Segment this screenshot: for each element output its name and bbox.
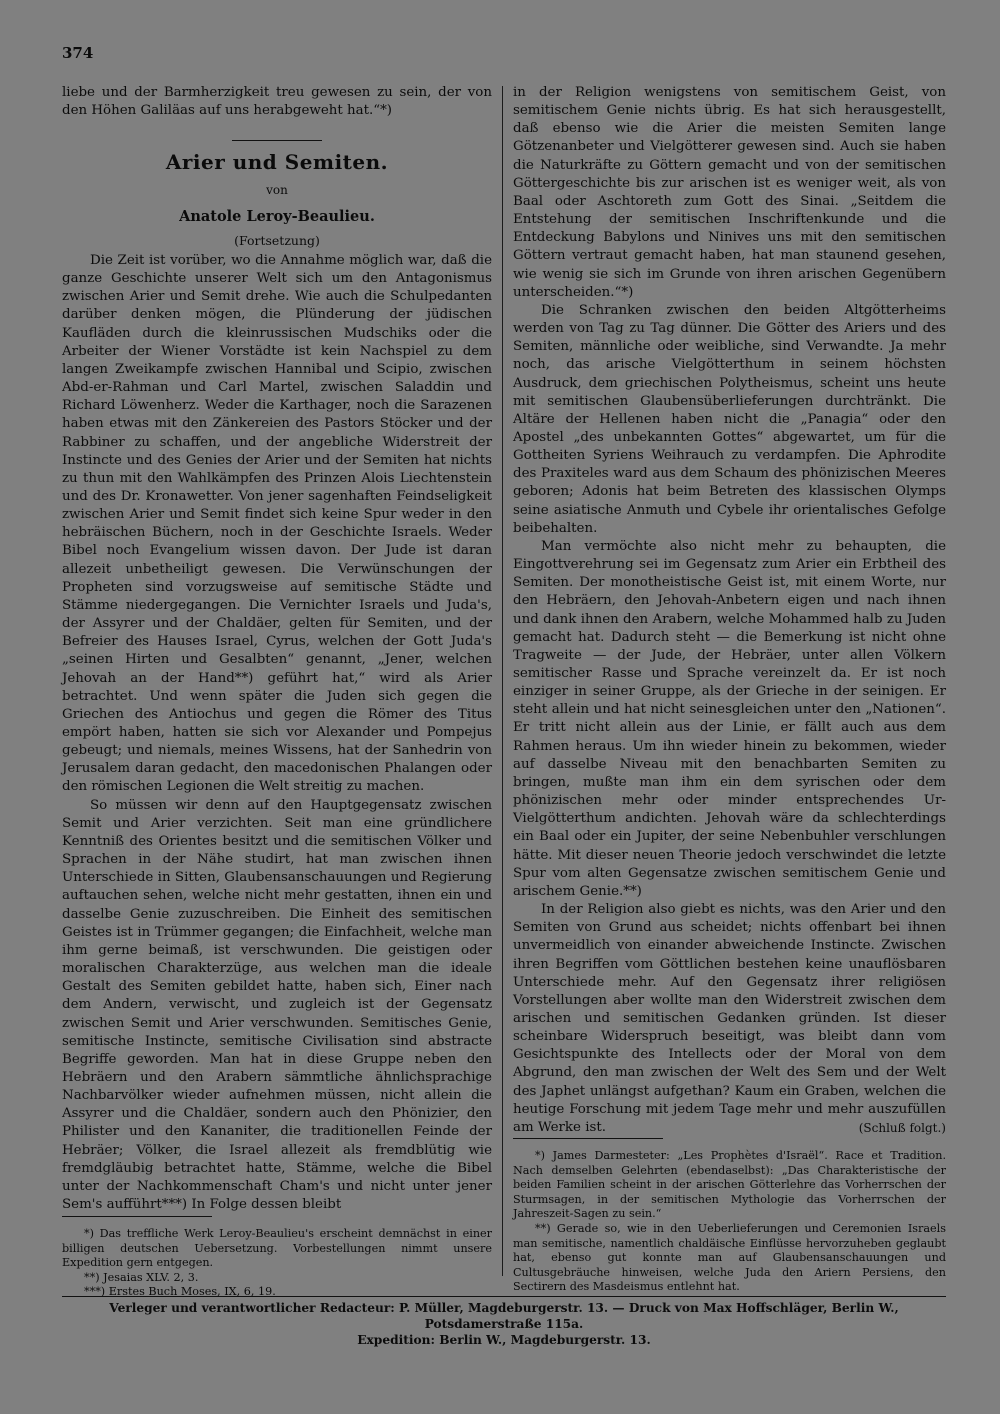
title-divider [232, 140, 322, 141]
article-title: Arier und Semiten. [165, 150, 389, 175]
paragraph: Man vermöchte also nicht mehr zu behaupten, die Eingottverehrung sei im Gegensatz zum Arier ein Erbtheil des Semiten. Der monotheistische Geist ist, mit einem Worte, nur den Hebräern, den Jehovah-Anbetern eigen und nach ihnen und dank ihnen den Arabern, welche Mohammed halb zu Juden gemacht hat. Dadurch steht — die Bemerkung ist nicht ohne Tragweite — der Jude, der Hebräer, unter allen Völkern semitischer Rasse und Sprache vereinzelt da. Er ist noch einziger in seiner Gruppe, als der Grieche in der seinigen. Er steht allein und hat nicht seinesgleichen unter den „Nationen“. Er tritt nicht allein aus der Linie, er fällt auch aus dem Rahmen heraus. Um ihn wieder hinein zu bekommen, wieder auf dasselbe Niveau mit den benachbarten Semiten zu bringen, mußte man ihm ein dem syrischen oder dem phönizischen mehr oder minder entsprechendes Ur-Vielgötterthum andichten. Jehovah wäre da schlechterdings ein Baal oder ein Jupiter, der seine Nebenbuhler verschlungen hätte. Mit dieser neuen Theorie jedoch verschwindet die letzte Spur vom alten Gegensatze zwischen semitischem Genie und arischem Genie.**) [513, 538, 946, 899]
footnote: **) Jesaias XLV. 2, 3. [84, 1270, 199, 1284]
footnotes-left [62, 1216, 492, 1300]
continuation-label: (Fortsetzung) [234, 232, 320, 248]
paragraph: in der Religion wenigstens von semitischem Geist, von semitischem Genie nichts übrig. Es hat sich herausgestellt, daß ebenso wie die Arier die meisten Semiten lange Götzenanbeter und Vielgötterer gewesen sind. Auch sie haben die Naturkräfte zu Göttern gemacht und von der semitischen Göttergeschichte bis zur arischen ist es weniger weit, als von Baal oder Aschtoreth zum Gott des Sinai. „Seitdem die Entstehung der semitischen Inschriftenkunde und die Entdeckung Babylons und Ninives uns mit den semitischen Göttern vertraut gemacht haben, hat man staunend gesehen, wie wenig sie sich im Grunde von ihren arischen Gegenübern unterscheiden.“*) [513, 85, 946, 300]
closing-note: (Schluß folgt.) [858, 1120, 946, 1135]
imprint-line-publisher: Verleger und verantwortlicher Redacteur: P. Müller, Magdeburgerstr. 13. — Druck von Max Hoffschläger, Berlin W., Potsdamerstraße 115a. [109, 1301, 899, 1331]
footnote-divider [513, 1138, 663, 1139]
page-number: 374 [62, 44, 94, 62]
imprint [62, 1300, 946, 1348]
byline-von: von [266, 183, 288, 198]
intro-text: liebe und der Barmherzigkeit treu gewesen zu sein, der von den Höhen Galiläas auf uns herabgeweht hat.“*) [62, 85, 492, 119]
paragraph [513, 901, 946, 1137]
left-column [62, 84, 492, 1214]
right-column [513, 84, 946, 1137]
footnote-divider [62, 1216, 212, 1217]
paragraph: Die Schranken zwischen den beiden Altgötterheims werden von Tag zu Tag dünner. Die Götter des Ariers und des Semiten, männliche oder weibliche, sind Verwandte. Ja mehr noch, das arische Vielgötterthum in seinem höchsten Ausdruck, dem griechischen Polytheismus, scheint uns heute mit semitischen Glaubensüberlieferungen durchtränkt. Die Altäre der Hellenen haben nicht die „Panagia“ oder den Apostel „des unbekannten Gottes“ abgewartet, um für die Gottheiten Syriens Weihrauch zu verdampfen. Die Aphrodite des Praxiteles ward aus dem Schaum des phönizischen Meeres geboren; Adonis hat beim Betreten des klassischen Olymps seine asiatische Anmuth und Cybele ihr orientalisches Gefolge beibehalten. [513, 302, 946, 536]
imprint-line-expedition: Expedition: Berlin W., Magdeburgerstr. 13. [357, 1333, 651, 1347]
footnote: ***) Erstes Buch Moses, IX, 6, 19. [84, 1285, 276, 1299]
paragraph: Die Zeit ist vorüber, wo die Annahme möglich war, daß die ganze Geschichte unserer Welt sich um den Antagonismus zwischen Arier und Semit drehe. Wie auch die Schulpedanten darüber denken mögen, die Plünderung der jüdischen Kaufläden durch die kleinrussischen Mudschiks oder die Arbeiter der Wiener Vorstädte ist kein Nachspiel zu dem langen Zweikampfe zwischen Hannibal und Scipio, zwischen Abd-er-Rahman und Carl Martel, zwischen Saladdin und Richard Löwenherz. Weder die Karthager, noch die Sarazenen haben etwas mit den Zänkereien des Pastors Stöcker und der Rabbiner zu schaffen, und der angebliche Widerstreit der Instincte und des Genies der Arier und der Semiten hat nichts zu thun mit den Wahlkämpfen des Prinzen Alois Liechtenstein und des Dr. Kronawetter. Von jener sagenhaften Feindseligkeit zwischen Arier und Semit findet sich keine Spur weder in den hebräischen Büchern, noch in der Geschichte Israels. Weder Bibel noch Evangelium wissen davon. Der Jude ist daran allezeit unbetheiligt gewesen. Die Verwünschungen der Propheten sind vorzugsweise auf semitische Städte und Stämme niedergegangen. Die Vernichter Israels und Juda's, der Assyrer und der Chaldäer, gelten für Semiten, und der Befreier des Hauses Israel, Cyrus, welchen der Gott Juda's „seinen Hirten und Gesalbten“ genannt, „Jener, welchen Jehovah an der Hand**) geführt hat,“ wird als Arier betrachtet. Und wenn später die Juden sich gegen die Griechen des Antiochus und gegen die Römer des Titus empört haben, hatten sie sich vor Alexander und Pompejus gebeugt; und niemals, meines Wissens, hat der Sanhedrin von Jerusalem daran gedacht, den macedonischen Phalangen oder den römischen Legionen die Welt streitig zu machen. [62, 252, 492, 795]
article-author: Anatole Leroy-Beaulieu. [179, 207, 375, 225]
column-divider [502, 86, 503, 1276]
footnote: *) James Darmesteter: „Les Prophètes d'Israël“. Race et Tradition. Nach demselben Gelehrten (ebendaselbst): „Das Charakteristische der beiden Familien scheint in der arischen Götterlehre das Vorherrschen der Sturmsagen, in der semitischen Mythologie das Vorherrschen der Jahreszeit-Sagen zu sein.“ [513, 1149, 946, 1221]
footnote: **) Gerade so, wie in den Ueberlieferungen und Ceremonien Israels man semitische, namentlich chaldäische Einflüsse hervorzuheben geglaubt hat, ebenso gut konnte man auf Glaubensanschauungen und Cultusgebräuche hinweisen, welche Juda den Ariern Persiens, den Sectirern des Masdeismus entlehnt hat. [513, 1221, 946, 1294]
footnote: *) Das treffliche Werk Leroy-Beaulieu's erscheint demnächst in einer billigen deutschen Uebersetzung. Vorbestellungen nimmt unsere Expedition gern entgegen. [62, 1227, 492, 1270]
footer-divider [62, 1296, 946, 1297]
footnotes-right [513, 1138, 946, 1295]
paragraph: So müssen wir denn auf den Hauptgegensatz zwischen Semit und Arier verzichten. Seit man eine gründlichere Kenntniß des Orientes besitzt und die semitischen Völker und Sprachen in der Nähe studirt, hat man zwischen ihnen Unterschiede in Sitten, Glaubensanschauungen und Regierung auftauchen sehen, welche nicht mehr gestatten, ihnen ein und dasselbe Genie zuzuschreiben. Die Einheit des semitischen Geistes ist in Trümmer gegangen; die Einfachheit, welche man ihm gerne beimaß, ist verschwunden. Die geistigen oder moralischen Charakterzüge, aus welchen man die ideale Gestalt des Semiten gebildet hatte, haben sich, Einer nach dem Andern, verwischt, und zugleich ist der Gegensatz zwischen Semit und Arier verschwunden. Semitisches Genie, semitische Instincte, semitische Civilisation sind abstracte Begriffe geworden. Man hat in diese Gruppe neben den Hebräern und den Arabern sämmtliche ähnlichsprachige Nachbarvölker wieder aufnehmen müssen, nicht allein die Assyrer und die Chaldäer, sondern auch den Phönizier, den Philister und den Kananiter, die traditionellen Feinde der Hebräer; Völker, die Israel allezeit als fremdblütig wie fremdgläubig betrachtet hatte, Stämme, welche die Bibel unter der Nachkommenschaft Cham's und nicht unter jener Sem's aufführt***) In Folge dessen bleibt [62, 797, 492, 1213]
paragraph-text: In der Religion also giebt es nichts, was den Arier und den Semiten von Grund aus scheidet; nichts offenbart bei ihnen unvermeidlich von einander abweichende Instincte. Zwischen ihren Begriffen vom Göttlichen bestehen keine unauflösbaren Unterschiede mehr. Auf den Gegensatz ihrer religiösen Vorstellungen aber wollte man den Widerstreit zwischen dem arischen und semitischen Gedanken gründen. Ist dieser scheinbare Widerspruch beseitigt, was bleibt dann vom Gesichtspunkte des Intellects oder der Moral von dem Abgrund, den man zwischen der Welt des Sem und der Welt des Japhet unlängst aufgethan? Kaum ein Graben, welchen die heutige Forschung mit jedem Tage mehr und mehr auszufüllen am Werke ist. [513, 902, 946, 1135]
